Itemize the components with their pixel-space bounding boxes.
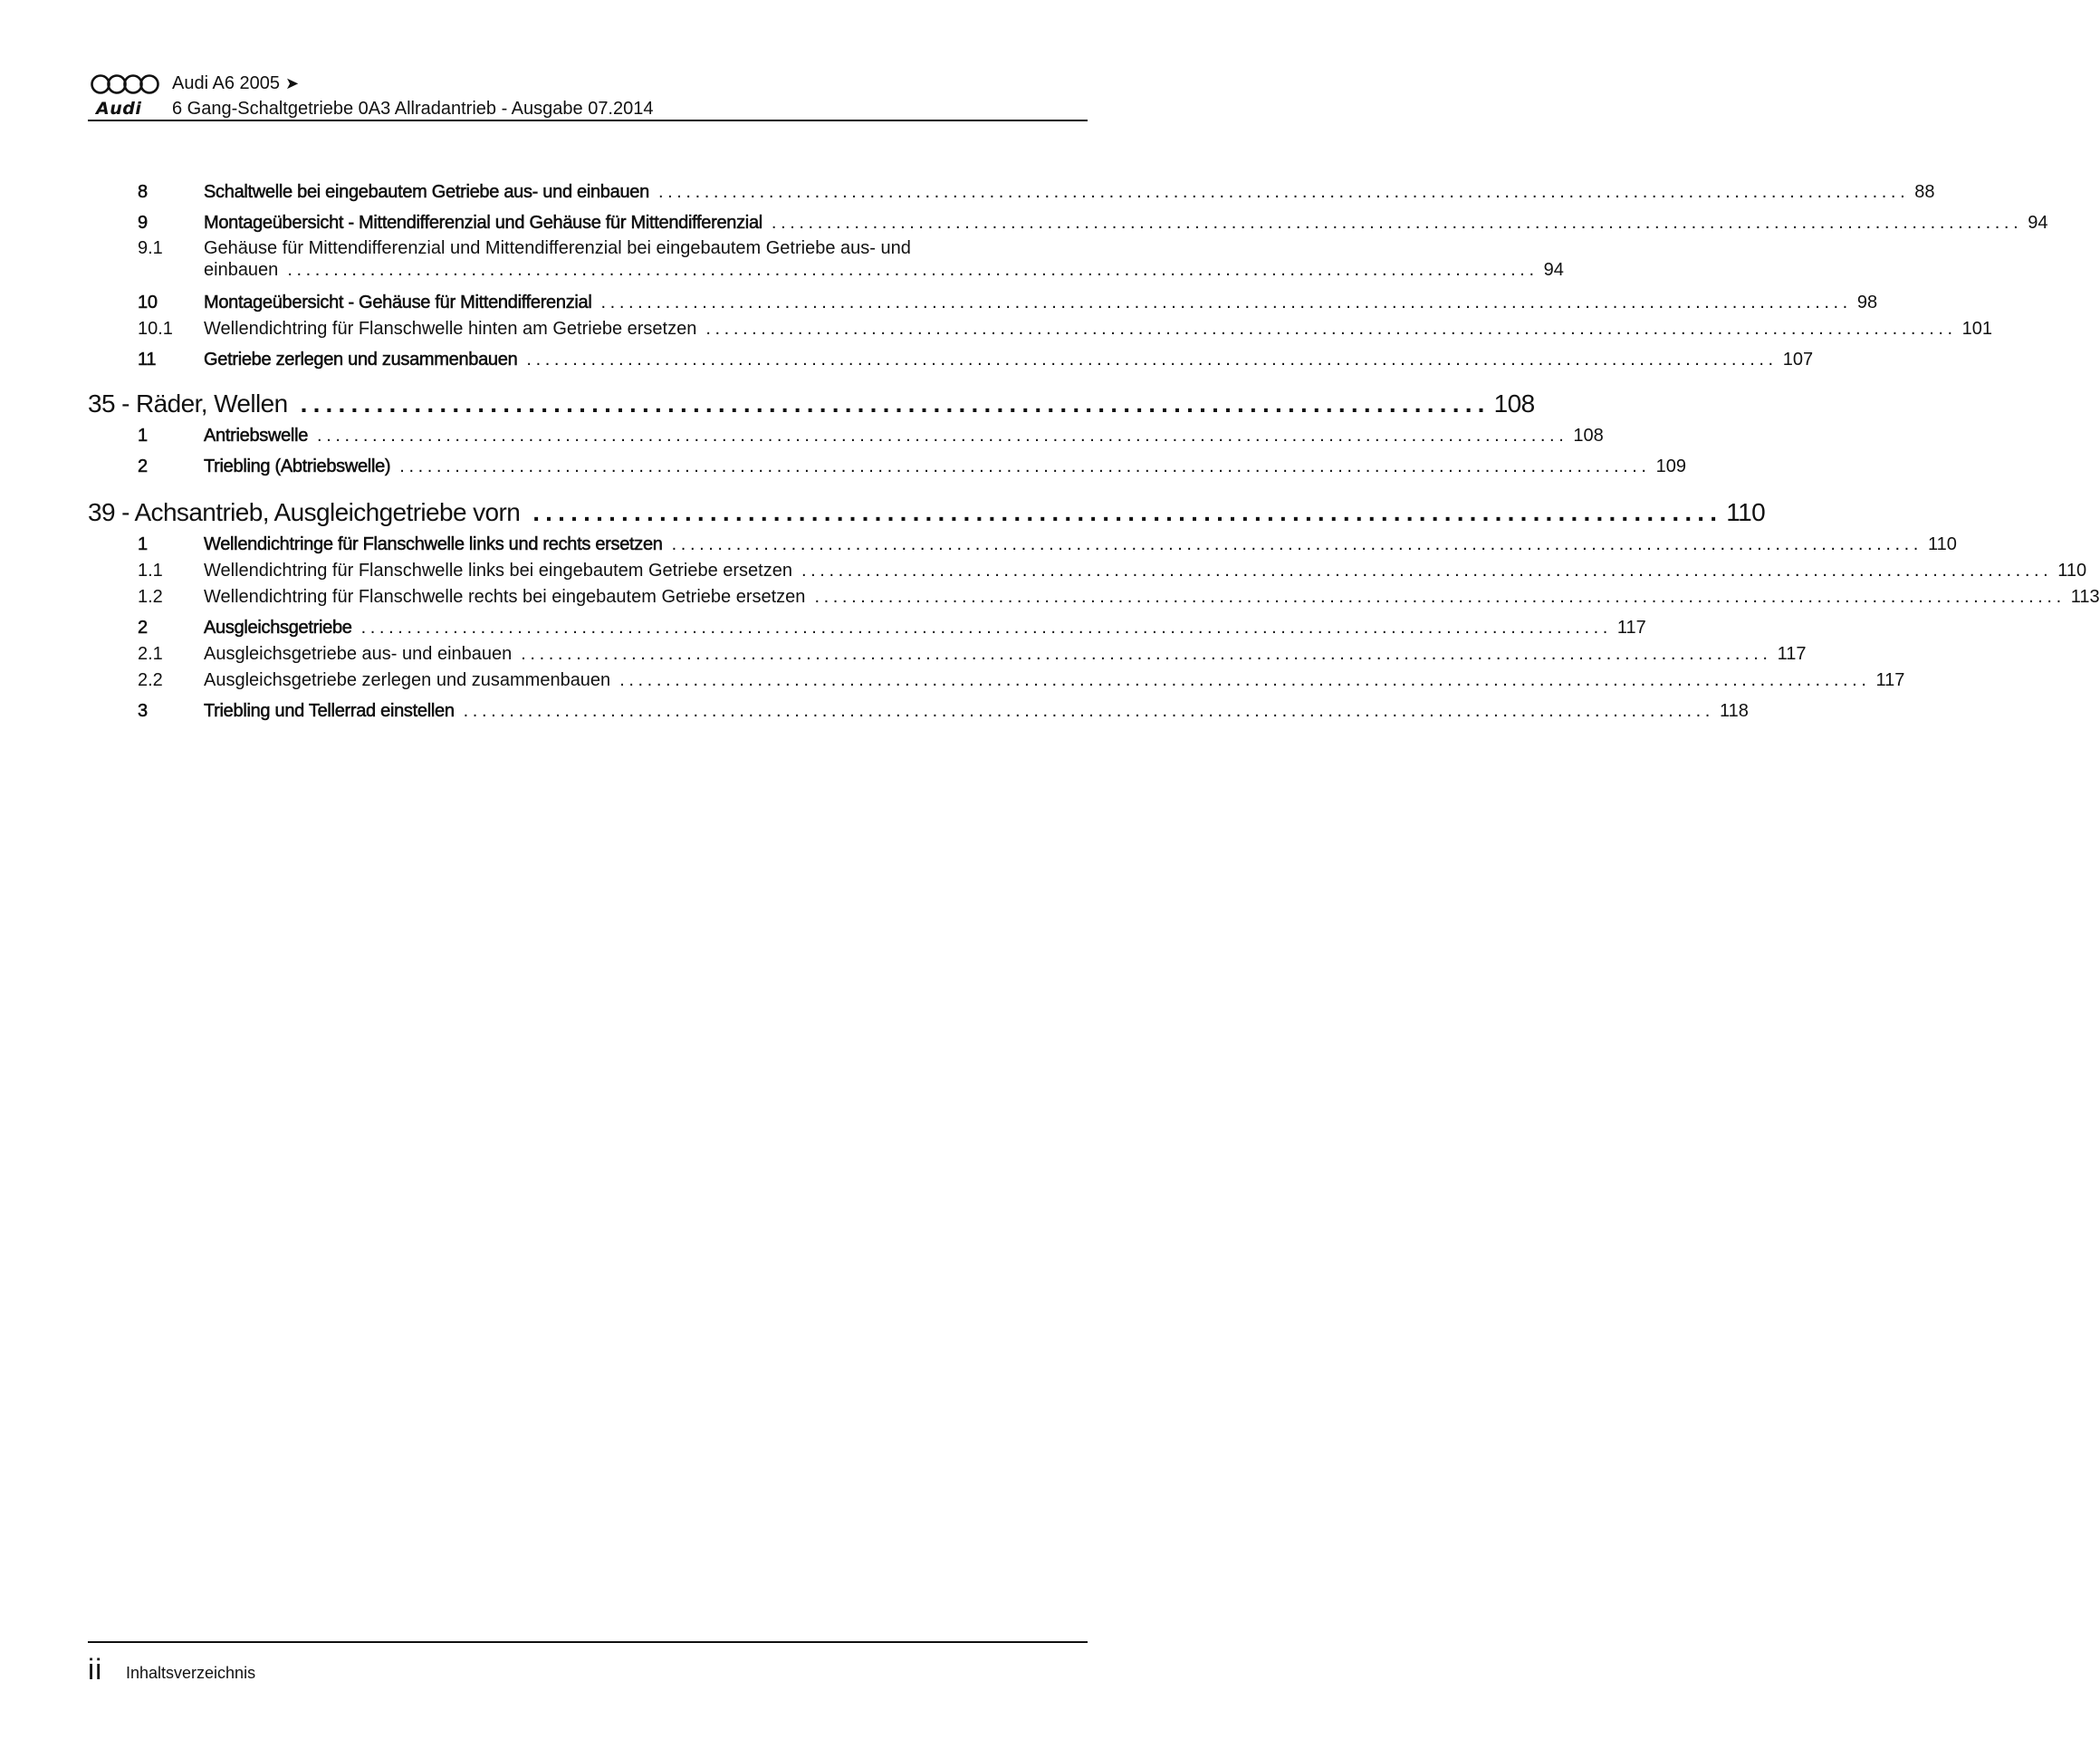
footer-divider — [88, 1641, 1088, 1643]
toc-entry-page: 101 — [1961, 319, 1993, 339]
toc-leader-dots: ........................................................................................................................................ — [287, 260, 1539, 280]
toc-entry-39-2[interactable] — [88, 615, 1646, 639]
toc-entry-39-2-2[interactable] — [88, 668, 1905, 691]
toc-chapter-page: 110 — [1726, 498, 1766, 526]
toc-entry-title: Ausgleichsgetriebe zerlegen und zusammenbauen — [204, 670, 611, 690]
toc-entry-number: 11 — [138, 350, 157, 370]
toc-leader-dots: ........................................................................................................................................ — [671, 534, 1923, 554]
toc-leader-dots: ........................................................................................................................................ — [360, 618, 1612, 638]
toc-leader-dots: ........................................................................................................................................ — [814, 587, 2066, 607]
toc-entry-page: 88 — [1914, 182, 1935, 202]
document-title-text: Audi A6 2005 — [172, 73, 280, 93]
toc-entry-number: 1 — [138, 534, 148, 554]
toc-entry-number: 2.1 — [138, 644, 163, 664]
toc-chapter-35[interactable] — [88, 388, 1535, 418]
toc-leader-dots: ........................................................................................................................................ — [463, 701, 1714, 721]
arrow-right-icon: ➤ — [285, 74, 300, 92]
toc-entry-page: 113 — [2070, 587, 2100, 607]
toc-entry-35-1[interactable] — [88, 423, 1604, 447]
toc-entry-number: 1.2 — [138, 587, 163, 607]
toc-leader-dots: ........................................................................................................................................ — [317, 426, 1568, 446]
toc-entry-39-3[interactable] — [88, 698, 1749, 722]
toc-entry-number: 10.1 — [138, 319, 173, 339]
toc-entry-title: Wellendichtring für Flanschwelle links bei eingebautem Getriebe ersetzen — [204, 561, 792, 581]
toc-entry-page: 110 — [2057, 561, 2087, 581]
toc-leader-dots: ........................................................................................................................................ — [657, 182, 1910, 202]
toc-entry-11[interactable] — [88, 347, 1814, 370]
toc-entry-page: 117 — [1777, 644, 1807, 664]
toc-entry-title: Triebling (Abtriebswelle) — [204, 456, 391, 476]
toc-entry-page: 110 — [1927, 534, 1957, 554]
toc-entry-39-1[interactable] — [88, 532, 1957, 555]
toc-entry-page: 118 — [1719, 701, 1749, 721]
toc-leader-dots: ........................................................................................................................................ — [399, 456, 1651, 476]
toc-leader-dots: .............................................................................................. — [300, 389, 1491, 418]
toc-entry-number: 10 — [138, 293, 158, 312]
toc-entry-10[interactable] — [88, 290, 1878, 313]
toc-leader-dots: ........................................................................................................................................ — [600, 293, 1852, 312]
toc-leader-dots: ........................................................................................................................................ — [619, 670, 1871, 690]
toc-entry-page: 107 — [1782, 350, 1814, 370]
toc-entry-page: 94 — [2028, 213, 2048, 233]
footer-page-number: ii — [88, 1653, 103, 1686]
toc-entry-number: 3 — [138, 701, 148, 721]
toc-leader-dots: ........................................................................................................................................ — [521, 644, 1772, 664]
toc-entry-title: Ausgleichsgetriebe — [204, 618, 352, 638]
toc-entry-page: 117 — [1875, 670, 1905, 690]
toc-leader-dots: ........................................................................................................................................ — [771, 213, 2023, 233]
toc-entry-39-2-1[interactable] — [88, 641, 1807, 665]
toc-chapter-title: 35 - Räder, Wellen — [88, 389, 288, 418]
toc-entry-39-1-1[interactable] — [88, 558, 2087, 581]
toc-entry-number: 2 — [138, 618, 148, 638]
audi-logo — [91, 72, 161, 119]
toc-entry-title: Wellendichtringe für Flanschwelle links und rechts ersetzen — [204, 534, 663, 554]
toc-entry-number: 1.1 — [138, 561, 163, 581]
toc-chapter-39[interactable] — [88, 496, 1766, 527]
toc-chapter-title: 39 - Achsantrieb, Ausgleichgetriebe vorn — [88, 498, 521, 526]
toc-entry-9-1[interactable] — [88, 237, 1564, 284]
toc-entry-8[interactable] — [88, 179, 1935, 203]
toc-entry-number: 9 — [138, 213, 148, 233]
toc-entry-title: Triebling und Tellerrad einstellen — [204, 701, 455, 721]
toc-entry-title: Antriebswelle — [204, 426, 309, 446]
footer-section-label: Inhaltsverzeichnis — [126, 1664, 256, 1682]
toc-entry-title: Schaltwelle bei eingebautem Getriebe aus- und einbauen — [204, 182, 649, 202]
toc-leader-dots: ........................................................................................................................................ — [705, 319, 1957, 339]
toc-leader-dots: .............................................................................................. — [532, 498, 1723, 526]
audi-wordmark: Audi — [96, 99, 142, 119]
toc-entry-title-block — [204, 237, 1564, 281]
toc-entry-title-cont: einbauen — [204, 260, 279, 280]
toc-entry-page: 108 — [1573, 426, 1604, 446]
page-header — [88, 67, 1088, 121]
toc-chapter-page: 108 — [1493, 389, 1535, 418]
toc-entry-page: 117 — [1616, 618, 1646, 638]
toc-entry-number: 8 — [138, 182, 148, 202]
audi-rings-icon — [91, 72, 161, 96]
toc-entry-number: 9.1 — [138, 238, 163, 258]
toc-entry-35-2[interactable] — [88, 454, 1686, 477]
toc-entry-39-1-2[interactable] — [88, 584, 2100, 608]
toc-entry-page: 109 — [1655, 456, 1686, 476]
toc-leader-dots: ........................................................................................................................................ — [801, 561, 2053, 581]
toc-leader-dots: ........................................................................................................................................ — [526, 350, 1778, 370]
toc-entry-title: Montageübersicht - Gehäuse für Mittendifferenzial — [204, 293, 592, 312]
toc-entry-title: Gehäuse für Mittendifferenzial und Mittendifferenzial bei eingebautem Getriebe aus- und — [204, 238, 911, 258]
toc-entry-title: Wellendichtring für Flanschwelle rechts bei eingebautem Getriebe ersetzen — [204, 587, 806, 607]
document-subtitle: 6 Gang-Schaltgetriebe 0A3 Allradantrieb - Ausgabe 07.2014 — [172, 99, 654, 119]
toc-entry-title: Wellendichtring für Flanschwelle hinten am Getriebe ersetzen — [204, 319, 697, 339]
toc-entry-title: Ausgleichsgetriebe aus- und einbauen — [204, 644, 513, 664]
toc-entry-number: 1 — [138, 426, 148, 446]
toc-entry-continuation — [204, 259, 1564, 281]
toc-entry-title: Montageübersicht - Mittendifferenzial und Gehäuse für Mittendifferenzial — [204, 213, 762, 233]
toc-entry-9[interactable] — [88, 210, 2048, 234]
toc-entry-number: 2.2 — [138, 670, 163, 690]
document-title — [172, 72, 299, 94]
toc-entry-10-1[interactable] — [88, 316, 1993, 340]
toc-entry-page: 98 — [1856, 293, 1878, 312]
toc-entry-number: 2 — [138, 456, 148, 476]
toc-entry-page: 94 — [1543, 260, 1564, 280]
toc-entry-title: Getriebe zerlegen und zusammenbauen — [204, 350, 518, 370]
header-divider — [88, 120, 1088, 121]
